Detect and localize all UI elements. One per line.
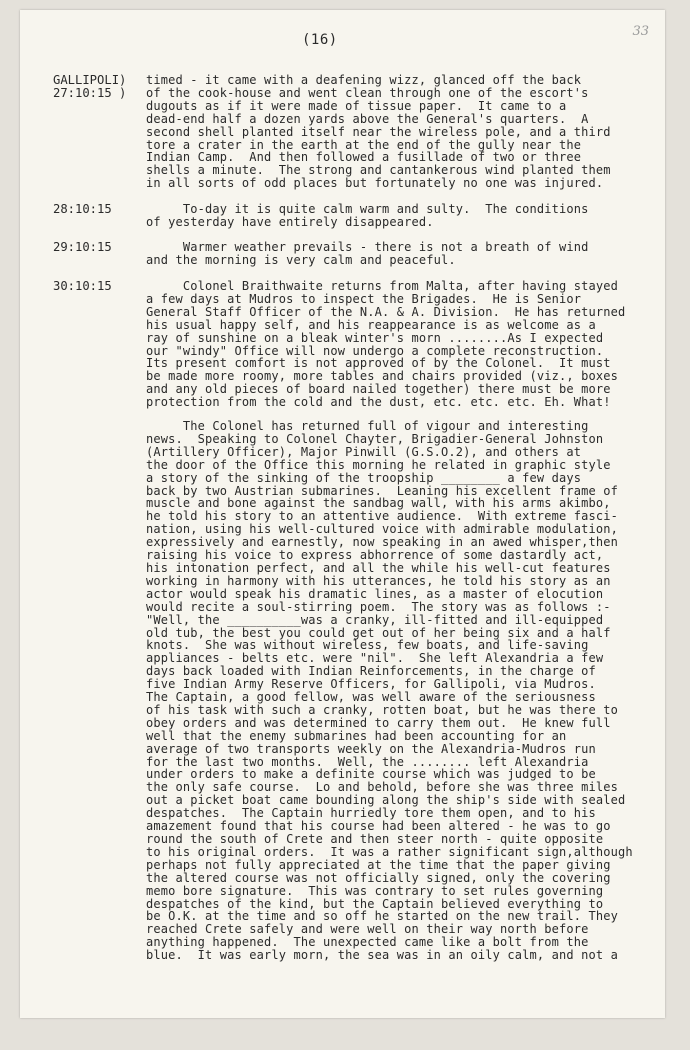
entry-text: The Colonel has returned full of vigour and interesting news. Speaking to Colonel Chayter, Brigadier-General Johnston (Artillery Officer), Major Pinwill (G.S.O.2), and others at the door of the Office this morning he related in graphic style a story of the sinking of the troopship ________ a few days back by two Austrian submarines. Leaning his excellent frame of muscle and bone against the sandbag wall, with his arms akimbo, he told his story to an attentive audience. With extreme fasci- nation, using his well-cultured voice with admirable modulation, expressively and earnestly, now speaking in an awed whisper,then raising his voice to express abhorrence of some dastardly act, his intonation perfect, and all the while his well-cut features working in harmony with his utterances, he told his story as an actor would speak his dramatic lines, as a master of elocution would recite a soul-stirring poem. The story was as follows :- "Well, the __________was a cranky, ill-fitted and ill-equipped old tub, the best you could get out of her being six and a half knots. She was without wireless, few boats, and life-saving appliances - belts etc. were "nil". She left Alexandria a few days back loaded with Indian Reinforcements, in the charge of five Indian Army Reserve Officers, for Gallipoli, via Mudros. The Captain, a good fellow, was well aware of the seriousness of his task with such a cranky, rotten boat, but he was there to obey orders and was determined to carry them out. He knew full well that the enemy submarines had been accounting for an average of two transports weekly on the Alexandria-Mudros run for the last two months. Well, the ........ left Alexandria under orders to make a definite course which was judged to be the only safe course. Lo and behold, before she was three miles out a picket boat came bounding along the ship's side with sealed despatches. The Captain hurriedly tore them open, and to his amazement found that his course had been altered - he was to go round the south of Crete and then steer north - quite opposite to his original orders. It was a rather significant sign,although perhaps not fully appreciated at the time that the paper giving the altered course was not officially signed, only the covering memo bore signature. This was contrary to set rules governing despatches of the kind, but the Captain believed everything to be O.K. at the time and so off he started on the new trail. They reached Crete safely and were well on their way north before anything happened. The unexpected came like a bolt from the blue. It was early morn, the sea was in an oily calm, and not a — [146, 419, 633, 963]
page-number: (16) — [302, 32, 338, 48]
folio-number: 33 — [632, 24, 649, 39]
entry-date: 29:10:15 — [53, 240, 112, 254]
entry-text: timed - it came with a deafening wizz, glanced off the back of the cook-house and went clean through one of the escort's dugouts as if it were made of tissue paper. It came to a dead-end half a dozen yards above the General's quarters. A second shell planted itself near the wireless pole, and a third tore a crater in the earth at the end of the gully near the Indian Camp. And then followed a fusillade of two or three shells a minute. The strong and cantankerous wind planted them in all sorts of odd places but fortunately no one was injured. — [146, 73, 611, 191]
entry-date: 30:10:15 — [53, 279, 112, 293]
document-page — [20, 10, 665, 1018]
entry-text: To-day it is quite calm warm and sulty. The conditions of yesterday have entirely disappeared. — [146, 202, 589, 229]
entry-text: Warmer weather prevails - there is not a breath of wind and the morning is very calm and peaceful. — [146, 240, 589, 267]
entry-date: GALLIPOLI) 27:10:15 ) — [53, 73, 127, 100]
entry-text: Colonel Braithwaite returns from Malta, after having stayed a few days at Mudros to inspect the Brigades. He is Senior General Staff Officer of the N.A. & A. Division. He has returned his usual happy self, and his reappearance is as welcome as a ray of sunshine on a bleak winter's morn ........As I expected our "windy" Office will now undergo a complete reconstruction. Its present comfort is not approved of by the Colonel. It must be made more roomy, more tables and chairs provided (viz., boxes and any old pieces of board nailed together) there must be more protection from the cold and the dust, etc. etc. etc. Eh. What! — [146, 279, 626, 410]
entry-date: 28:10:15 — [53, 202, 112, 216]
